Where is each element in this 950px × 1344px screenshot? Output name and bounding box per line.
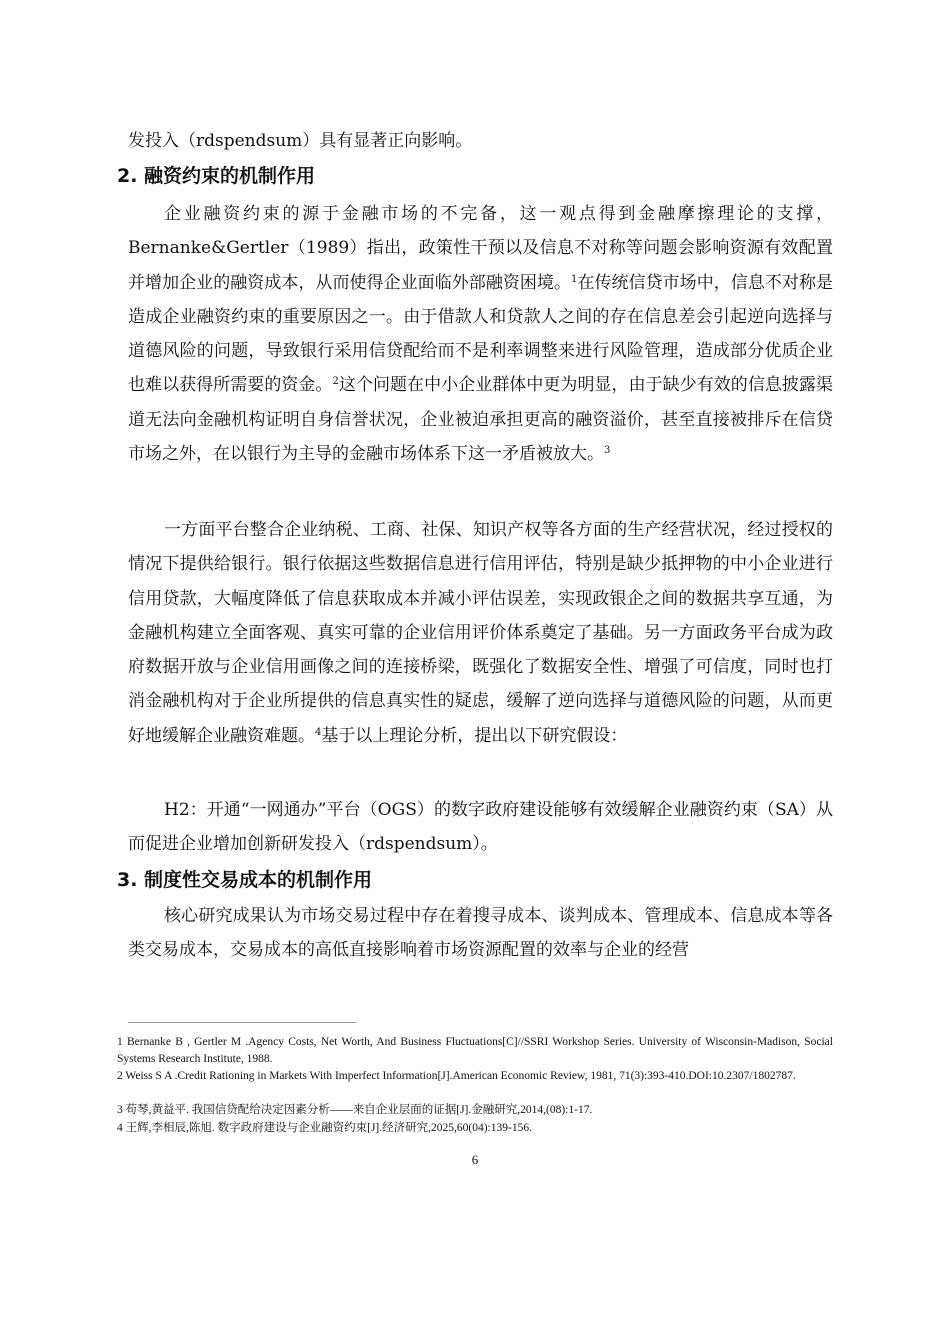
paragraph-platform — [128, 513, 833, 753]
paragraph-text: 在传统信贷市场中，信息不对称是造成企业融资约束的重要原因之一。由于借款人和贷款人之间的存在信息差会引起逆向选择与道德风险的问题，导致银行采用信贷配给而不是利率调整来进行风险管理，造成部分优质企业也难以获得所需要的资金。 — [128, 272, 834, 396]
footnote-ref[interactable]: 3 — [604, 445, 611, 457]
footnote-ref[interactable]: 2 — [332, 376, 339, 388]
page-number: 6 — [471, 1152, 479, 1167]
paragraph-text: 企业融资约束的源于金融市场的不完备，这一观点得到金融摩擦理论的支撑，Bernanke&Gertler（1989）指出，政策性干预以及信息不对称等问题会影响资源有效配置并增加企业的融资成本，从而使得企业面临外部融资困境。 — [128, 204, 833, 293]
paragraph-text: 一方面平台整合企业纳税、工商、社保、知识产权等各方面的生产经营状况，经过授权的情况下提供给银行。银行依据这些数据信息进行信用评估，特别是缺少抵押物的中小企业进行信用贷款，大幅度降低了信息获取成本并减小评估误差，实现政银企之间的数据共享互通，为金融机构建立全面客观、真实可靠的企业信用评价体系奠定了基础。另一方面政务平台成为政府数据开放与企业信用画像之间的连接桥梁，既强化了数据安全性、增强了可信度，同时也打消金融机构对于企业所提供的信息真实性的疑虑，缓解了逆向选择与道德风险的问题，从而更好地缓解企业融资难题。 — [128, 520, 833, 746]
section-heading-3: 3. 制度性交易成本的机制作用 — [117, 869, 373, 891]
footnote-1: 1 Bernanke B , Gertler M .Agency Costs, Net Worth, And Business Fluctuations[C]//SSRI Workshop Series. University of Wisconsin-Madison, Social Systems Research Institute, 1988. — [117, 1036, 833, 1065]
section-heading-2: 2. 融资约束的机制作用 — [117, 165, 316, 187]
footnote-divider — [128, 1022, 356, 1023]
footnote-3: 3 苟琴,黄益平. 我国信贷配给决定因素分析——来自企业层面的证据[J].金融研究,2014,(08):1-17. — [117, 1104, 593, 1116]
paragraph-text: 基于以上理论分析，提出以下研究假设： — [321, 725, 628, 746]
paragraph-continuation: 发投入（rdspendsum）具有显著正向影响。 — [128, 131, 473, 151]
hypothesis-h2: H2：开通“一网通办”平台（OGS）的数字政府建设能够有效缓解企业融资约束（SA）从而促进企业增加创新研发投入（rdspendsum）。 — [128, 800, 833, 855]
footnote-2: 2 Weiss S A .Credit Rationing in Markets With Imperfect Information[J].American Economic Review, 1981, 71(3):393-410.DOI:10.2307/1802787. — [117, 1070, 796, 1082]
paragraph-transaction-cost: 核心研究成果认为市场交易过程中存在着搜寻成本、谈判成本、管理成本、信息成本等各类交易成本，交易成本的高低直接影响着市场资源配置的效率与企业的经营 — [128, 906, 833, 961]
footnote-ref[interactable]: 1 — [571, 273, 578, 285]
paragraph-financing-constraint — [128, 197, 833, 471]
footnote-4: 4 王辉,李相辰,陈旭. 数字政府建设与企业融资约束[J].经济研究,2025,60(04):139-156. — [117, 1122, 532, 1134]
footnote-ref[interactable]: 4 — [315, 726, 322, 738]
paragraph-text: 这个问题在中小企业群体中更为明显，由于缺少有效的信息披露渠道无法向金融机构证明自身信誉状况，企业被迫承担更高的融资溢价，甚至直接被排斥在信贷市场之外，在以银行为主导的金融市场体系下这一矛盾被放大。 — [128, 375, 834, 465]
